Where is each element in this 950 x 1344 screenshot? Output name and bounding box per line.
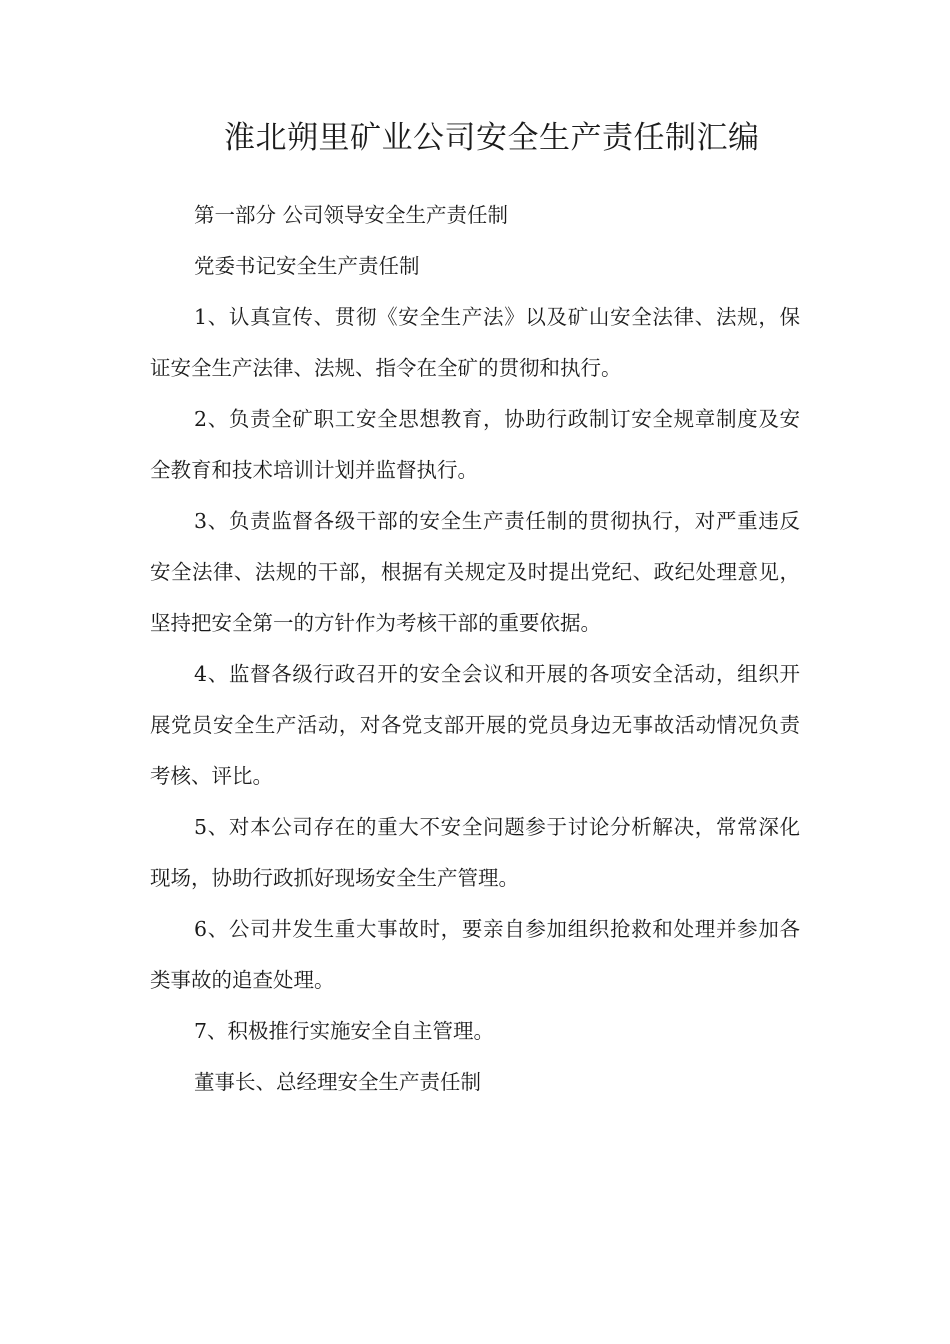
paragraph-item-6: 6、公司井发生重大事故时，要亲自参加组织抢救和处理并参加各类事故的追查处理。 [150,917,800,992]
paragraph-item-4: 4、监督各级行政召开的安全会议和开展的各项安全活动，组织开展党员安全生产活动，对各党支部开展的党员身边无事故活动情况负责考核、评比。 [150,662,800,788]
section-heading-party-secretary: 党委书记安全生产责任制 [194,254,420,278]
part-heading: 第一部分 公司领导安全生产责任制 [194,203,509,227]
paragraph-item-3: 3、负责监督各级干部的安全生产责任制的贯彻执行，对严重违反安全法律、法规的干部，根据有关规定及时提出党纪、政纪处理意见，坚持把安全第一的方针作为考核干部的重要依据。 [150,509,800,635]
document-body [150,190,800,1108]
paragraph-item-1: 1、认真宣传、贯彻《安全生产法》以及矿山安全法律、法规，保证安全生产法律、法规、指令在全矿的贯彻和执行。 [150,305,800,380]
paragraph-item-7: 7、积极推行实施安全自主管理。 [194,1019,495,1043]
document-title: 淮北朔里矿业公司安全生产责任制汇编 [224,120,760,156]
paragraph-item-2: 2、负责全矿职工安全思想教育，协助行政制订安全规章制度及安全教育和技术培训计划并监督执行。 [150,407,800,482]
section-heading-chairman: 董事长、总经理安全生产责任制 [194,1070,481,1094]
paragraph-item-5: 5、对本公司存在的重大不安全问题参于讨论分析解决，常常深化现场，协助行政抓好现场安全生产管理。 [150,815,800,890]
